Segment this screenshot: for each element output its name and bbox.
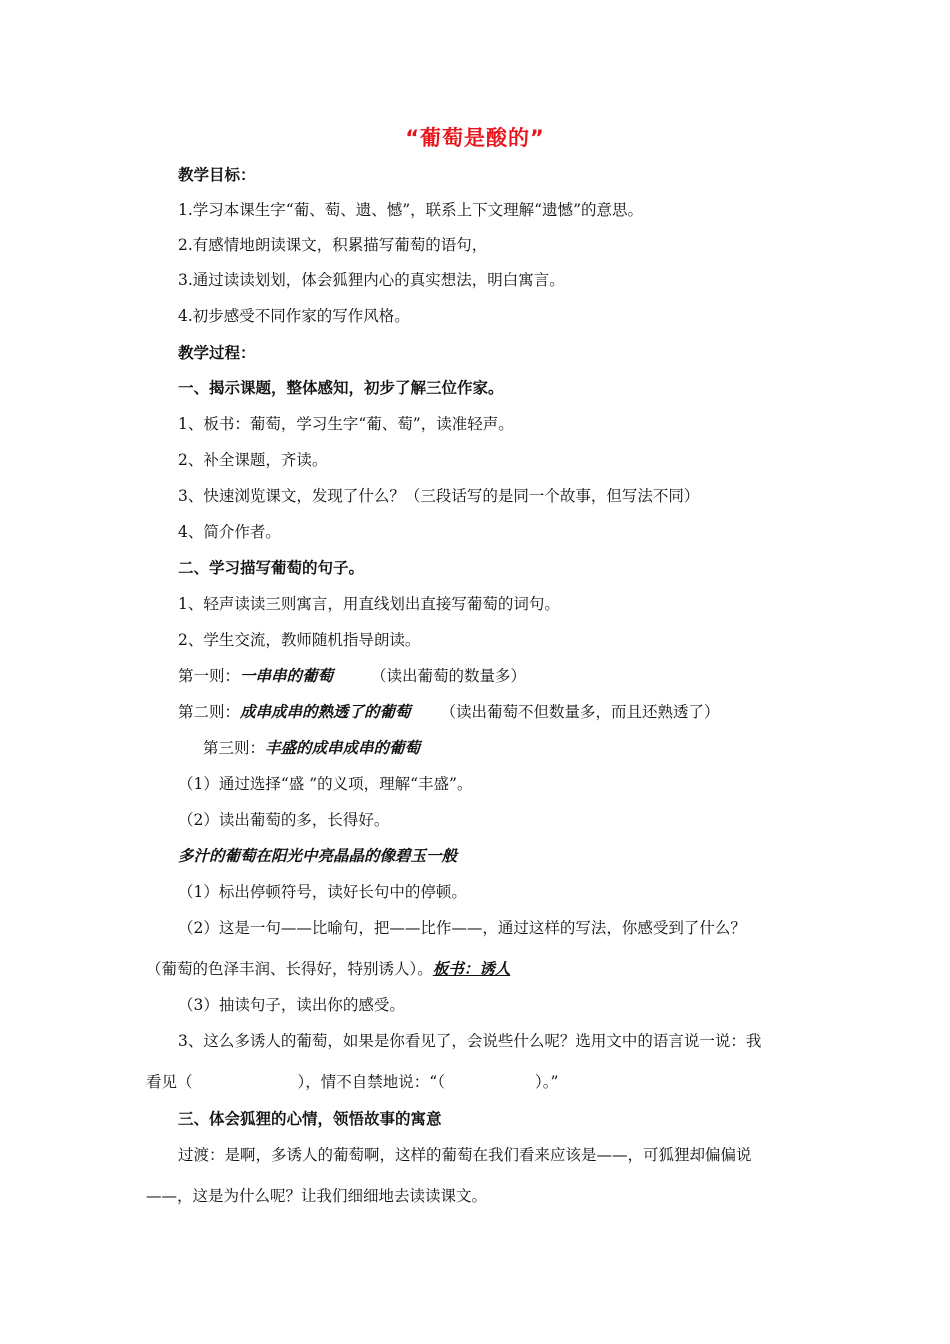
section3-heading: 三、体会狐狸的心情，领悟故事的寓意 (178, 1110, 442, 1128)
second-passage-phrase: 成串成串的熟透了的葡萄 (240, 703, 411, 721)
fill-blank-end: ）。” (534, 1073, 559, 1091)
first-passage-label: 第一则： (178, 667, 241, 685)
document-title: “葡萄是酸的” (405, 126, 545, 150)
sentence-item: （2）这是一句——比喻句，把——比作——，通过这样的写法，你感受到了什么？ (178, 919, 746, 937)
goal-item: 4.初步感受不同作家的写作风格。 (178, 307, 410, 325)
third-passage-phrase: 丰盛的成串成串的葡萄 (265, 739, 421, 757)
section2-item: 2、学生交流，教师随机指导朗读。 (178, 631, 421, 649)
process-heading: 教学过程： (178, 344, 256, 362)
sentence-item-continuation (146, 958, 510, 980)
sentence-item: （3）抽读句子，读出你的感受。 (178, 996, 405, 1014)
third-passage-line (203, 737, 420, 759)
section1-item: 1、板书：葡萄，学习生字“葡、萄”，读准轻声。 (178, 415, 514, 433)
second-passage-note: （读出葡萄不但数量多，而且还熟透了） (440, 703, 720, 721)
section1-item: 2、补全课题，齐读。 (178, 451, 328, 469)
section3-line: ——，这是为什么呢？让我们细细地去读读课文。 (146, 1187, 488, 1205)
fill-blank-middle: ），情不自禁地说：“（ (297, 1073, 445, 1091)
section1-item: 3、快速浏览课文，发现了什么？（三段话写的是同一个故事，但写法不同） (178, 487, 700, 505)
goal-item: 1.学习本课生字“葡、萄、遗、憾”，联系上下文理解“遗憾”的意思。 (178, 201, 643, 219)
goal-item: 3.通过读读划划，体会狐狸内心的真实想法，明白寓言。 (178, 271, 565, 289)
third-passage-item: （2）读出葡萄的多，长得好。 (178, 811, 390, 829)
second-passage-label: 第二则： (178, 703, 241, 721)
second-passage-line (178, 701, 720, 723)
sentence-item: （1）标出停顿符号，读好长句中的停顿。 (178, 883, 467, 901)
first-passage-phrase: 一串串的葡萄 (240, 667, 334, 685)
first-passage-note: （读出葡萄的数量多） (371, 667, 527, 685)
key-sentence: 多汁的葡萄在阳光中亮晶晶的像碧玉一般 (178, 847, 458, 865)
section2-item3-line2 (146, 1071, 558, 1093)
fill-blank-start: 看见（ (146, 1073, 193, 1091)
goal-item: 2.有感情地朗读课文，积累描写葡萄的语句， (178, 236, 488, 254)
section1-heading: 一、揭示课题，整体感知，初步了解三位作家。 (178, 379, 504, 397)
third-passage-item: （1）通过选择“盛 ”的义项，理解“丰盛”。 (178, 775, 473, 793)
section3-line: 过渡：是啊，多诱人的葡萄啊，这样的葡萄在我们看来应该是——，可狐狸却偏偏说 (178, 1146, 752, 1164)
section2-heading: 二、学习描写葡萄的句子。 (178, 559, 365, 577)
section2-item3-line1: 3、这么多诱人的葡萄，如果是你看见了，会说些什么呢？选用文中的语言说一说：我 (178, 1032, 762, 1050)
section2-item: 1、轻声读读三则寓言，用直线划出直接写葡萄的词句。 (178, 595, 560, 613)
third-passage-label: 第三则： (203, 739, 266, 757)
board-note: 板书：诱人 (432, 960, 511, 978)
first-passage-line (178, 665, 526, 687)
section1-item: 4、简介作者。 (178, 523, 281, 541)
goals-heading: 教学目标： (178, 166, 256, 184)
sentence-item-answer: （葡萄的色泽丰润、长得好，特别诱人）。 (146, 960, 433, 978)
